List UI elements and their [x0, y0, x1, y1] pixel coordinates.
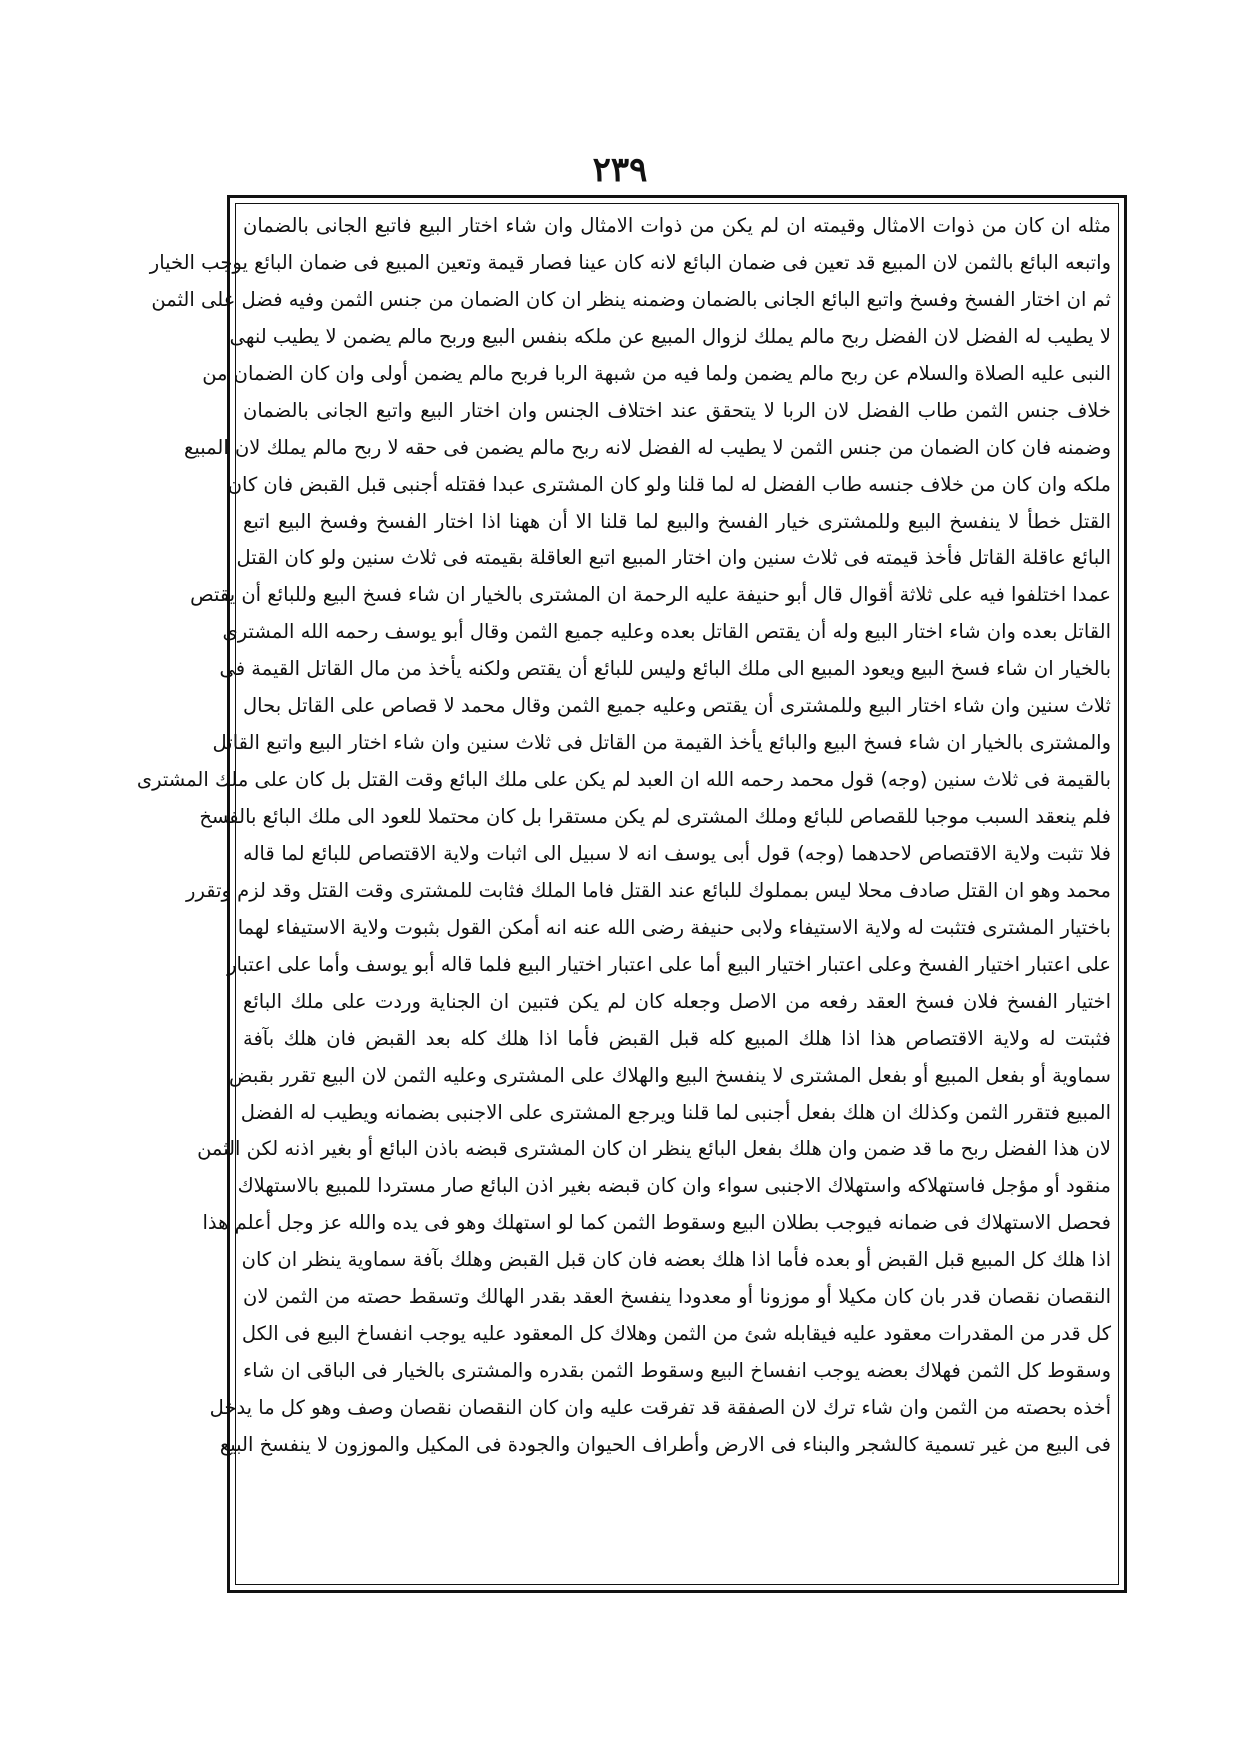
- text-line: عمدا اختلفوا فيه على ثلاثة أقوال قال أبو حنيفة عليه الرحمة ان المشترى بالخيار ان شاء فسخ البيع وللبائع أن يقتص: [190, 583, 1111, 607]
- text-line: أخذه بحصته من الثمن وان شاء ترك لان الصفقة قد تفرقت عليه وان كان النقصان نقصان وصف وهو كل ما يدخل: [209, 1396, 1111, 1419]
- text-line: بالقيمة فى ثلاث سنين (وجه) قول محمد رحمه الله ان العبد لم يكن على ملك البائع وقت القتل بل كان على ملك المشترى: [136, 768, 1111, 792]
- text-line: ثلاث سنين وان شاء اختار البيع وللمشترى أن يقتص وعليه جميع الثمن وقال محمد لا قصاص على القاتل بحال: [243, 694, 1111, 718]
- text-line: فحصل الاستهلاك فى ضمانه فيوجب بطلان البيع وسقوط الثمن كما لو استهلك وهو فى يده والله عز وجل أعلم هذا: [202, 1211, 1111, 1235]
- text-line: منقود أو مؤجل فاستهلاكه واستهلاك الاجنبى سواء وان كان قبضه بغير اذن البائع صار مستردا للمبيع بالاستهلاك: [237, 1174, 1111, 1198]
- text-line: والمشترى بالخيار ان شاء فسخ البيع والبائع يأخذ القيمة من القاتل فى ثلاث سنين وان شاء اختار البيع واتبع القاتل: [212, 731, 1111, 755]
- text-line: باختيار المشترى فتثبت له ولاية الاستيفاء ولابى حنيفة رضى الله عنه انه أمكن القول بثبوت ولاية الاستيفاء لهما: [237, 915, 1111, 939]
- text-line: القتل خطأ لا ينفسخ البيع وللمشترى خيار الفسخ والبيع لما قلنا الا أن ههنا اذا اختار الفسخ وفسخ البيع اتبع: [243, 509, 1111, 533]
- text-line: لان هذا الفضل ربح ما قد ضمن وان هلك بفعل البائع ينظر ان كان المشترى قبضه باذن البائع أو بغير اذنه لكن الثمن: [197, 1137, 1111, 1161]
- text-line: النقصان نقصان قدر بان كان مكيلا أو موزونا أو معدودا ينفسخ العقد بقدر الهالك وتسقط حصته من الثمن لان: [243, 1285, 1111, 1309]
- page-number: ٢٣٩: [592, 150, 648, 190]
- text-line: القاتل بعده وان شاء اختار البيع وله أن يقتص القاتل بعده وعليه جميع الثمن وقال أبو يوسف رحمه الله المشترى: [222, 620, 1111, 644]
- text-line: وسقوط كل الثمن فهلاك بعضه يوجب انفساخ البيع وسقوط الثمن بقدره والمشترى بالخيار فى الباقى ان شاء: [243, 1359, 1111, 1383]
- text-line: سماوية أو بفعل المبيع أو بفعل المشترى لا ينفسخ البيع والهلاك على المشترى وعليه الثمن لان البيع تقرر بقبض: [229, 1063, 1111, 1087]
- text-line: فلم ينعقد السبب موجبا للقصاص للبائع وملك المشترى لم يكن مستقرا بل كان محتملا للعود الى ملك البائع بالفسخ: [199, 805, 1111, 828]
- text-line: فلا تثبت ولاية الاقتصاص لاحدهما (وجه) قول أبى يوسف انه لا سبيل الى اثبات ولاية الاقتصاص للبائع لما قاله: [243, 841, 1111, 865]
- text-line: ثم ان اختار الفسخ وفسخ واتبع البائع الجانى بالضمان وضمنه ينظر ان كان الضمان من جنس الثمن وفيه فضل على الثمن: [151, 287, 1111, 311]
- text-line: المبيع فتقرر الثمن وكذلك ان هلك بفعل أجنبى لما قلنا ويرجع المشترى على الاجنبى بضمانه ويطيب له الفضل: [240, 1100, 1111, 1124]
- text-line: كل قدر من المقدرات معقود عليه فيقابله شئ من الثمن وهلاك كل المعقود عليه يوجب انفساخ البيع فى الكل: [241, 1322, 1111, 1346]
- text-line: بالخيار ان شاء فسخ البيع ويعود المبيع الى ملك البائع وليس للبائع أن يقتص ولكنه يأخذ من مال القاتل القيمة فى: [219, 657, 1111, 681]
- text-line: خلاف جنس الثمن طاب الفضل لان الربا لا يتحقق عند اختلاف الجنس وان اختار البيع واتبع الجانى بالضمان: [243, 398, 1111, 422]
- text-line: فثبتت له ولاية الاقتصاص هذا اذا هلك المبيع كله قبل القبض فأما اذا هلك كله بعد القبض فان هلك بآفة: [243, 1026, 1111, 1050]
- text-line: محمد وهو ان القتل صادف محلا ليس بمملوك للبائع عند القتل فاما الملك فثابت للمشترى وقت القتل وقد لزم وتقرر: [186, 878, 1111, 902]
- text-line: لا يطيب له الفضل لان الفضل ربح مالم يملك لزوال المبيع عن ملكه بنفس البيع وربح مالم يضمن لا يطيب لنهى: [229, 324, 1111, 348]
- text-line: ملكه وان كان من خلاف جنسه طاب الفضل له لما قلنا ولو كان المشترى عبدا فقتله أجنبى قبل القبض فان كان: [227, 472, 1111, 496]
- text-line: البائع عاقلة القاتل فأخذ قيمته فى ثلاث سنين وان اختار المبيع اتبع العاقلة بقيمته فى ثلاث سنين ولو كان القتل: [236, 546, 1111, 570]
- text-line: واتبعه البائع بالثمن لان المبيع قد تعين فى ضمان البائع لانه كان عينا فصار قيمة وتعين المبيع فى ضمان البائع يوجب الخيار: [149, 250, 1111, 274]
- text-line: اذا هلك كل المبيع قبل القبض أو بعده فأما اذا هلك بعضه فان كان قبل القبض وهلك بآفة سماوية ينظر ان كان: [241, 1248, 1111, 1272]
- text-line: النبى عليه الصلاة والسلام عن ربح مالم يضمن ولما فيه من شبهة الربا فربح مالم يضمن أولى وان كان الضمان من: [202, 361, 1111, 385]
- text-line: على اعتبار اختيار الفسخ وعلى اعتبار اختيار البيع أما على اعتبار اختيار البيع فلما قاله أبو يوسف وأما على اعتبار: [227, 952, 1111, 976]
- body-text: [136, 208, 1111, 1578]
- text-line: فى البيع من غير تسمية كالشجر والبناء فى الارض وأطراف الحيوان والجودة فى المكيل والموزون لا ينفسخ البيع: [219, 1432, 1111, 1456]
- text-line: اختيار الفسخ فلان فسخ العقد رفعه من الاصل وجعله كان لم يكن فتبين ان الجناية وردت على ملك البائع: [243, 989, 1111, 1013]
- text-line: مثله ان كان من ذوات الامثال وقيمته ان لم يكن من ذوات الامثال وان شاء اختار البيع فاتبع الجانى بالضمان: [243, 214, 1111, 237]
- text-line: [243, 1464, 1111, 1501]
- text-line: وضمنه فان كان الضمان من جنس الثمن لا يطيب له الفضل لانه ربح مالم يضمن فى حقه لا ربح مالم يملك لان المبيع: [183, 435, 1111, 459]
